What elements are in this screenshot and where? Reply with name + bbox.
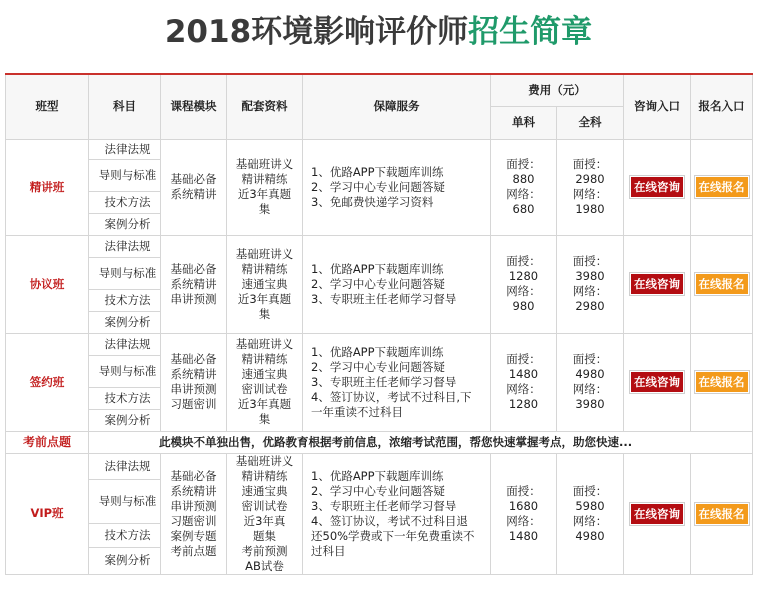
material-cell-line: 基础班讲义 <box>235 453 294 468</box>
fee-single-cell-line: 880 <box>512 172 535 186</box>
module-cell-line: 系统精讲 <box>170 367 217 381</box>
subject-cell: 技术方法 <box>89 387 161 409</box>
subject-cell: 案例分析 <box>89 213 161 235</box>
module-cell-line: 串讲预测 <box>170 498 217 513</box>
header-subject: 科目 <box>89 74 161 139</box>
fee-all-cell-line: 网络： <box>572 513 608 528</box>
fee-all-cell-line: 3980 <box>575 269 605 283</box>
subject-cell: 法律法规 <box>89 235 161 257</box>
enroll-button[interactable]: 在线报名 <box>695 176 749 198</box>
module-cell-line: 系统精讲 <box>170 276 217 291</box>
header-row-1 <box>6 74 753 106</box>
material-cell-line: 速通宝典 <box>241 367 288 381</box>
module-cell <box>161 333 227 431</box>
module-cell-line: 习题密训 <box>170 513 217 528</box>
fee-single-cell-line: 1280 <box>508 269 539 283</box>
enroll-button[interactable]: 在线报名 <box>695 273 749 295</box>
consult-cell <box>624 333 691 431</box>
module-cell-line: 考前点题 <box>170 543 217 558</box>
header-service: 保障服务 <box>303 74 491 139</box>
service-cell-line: 1、优路APP下载题库训练 <box>311 344 444 359</box>
material-cell-line: 集 <box>258 306 271 321</box>
service-cell-line: 1、优路APP下载题库训练 <box>311 164 444 179</box>
fee-all-cell-line: 面授： <box>572 352 608 366</box>
fee-single-cell-line: 网络： <box>506 187 541 201</box>
consult-cell <box>624 139 691 235</box>
fee-all-cell-line: 网络： <box>572 187 608 201</box>
enroll-button[interactable]: 在线报名 <box>695 503 749 525</box>
header-class: 班型 <box>6 74 89 139</box>
special-row <box>6 431 753 453</box>
module-cell-line: 案例专题 <box>170 528 217 543</box>
fee-all-cell <box>557 235 624 333</box>
material-cell-line: AB试卷 <box>245 558 284 573</box>
material-cell-line: 近3年真 <box>243 513 286 528</box>
fee-all-cell-line: 面授： <box>572 157 608 171</box>
fee-all-cell-line: 2980 <box>575 299 605 313</box>
consult-button[interactable]: 在线咨询 <box>630 273 684 295</box>
service-cell <box>303 453 491 574</box>
fee-single-cell <box>491 453 557 574</box>
service-cell-line: 2、学习中心专业问题答疑 <box>311 276 445 291</box>
title-highlight: 招生简章 <box>468 14 593 50</box>
service-cell-line: 3、专职班主任老师学习督导 <box>311 498 457 513</box>
service-cell-line: 3、专职班主任老师学习督导 <box>311 291 457 306</box>
service-cell <box>303 333 491 431</box>
module-cell-line: 基础必备 <box>170 468 217 483</box>
material-cell <box>227 139 303 235</box>
header-enroll: 报名入口 <box>691 74 753 139</box>
table-row <box>6 453 753 479</box>
fee-all-cell-line: 面授： <box>572 254 608 268</box>
enroll-cell <box>691 333 753 431</box>
fee-single-cell <box>491 333 557 431</box>
header-material: 配套资料 <box>227 74 303 139</box>
module-cell <box>161 235 227 333</box>
service-cell-line: 1、优路APP下载题库训练 <box>311 468 444 483</box>
material-cell-line: 精讲精练 <box>241 352 288 366</box>
fee-all-cell <box>557 453 624 574</box>
consult-cell <box>624 453 691 574</box>
module-cell-line: 系统精讲 <box>170 187 217 201</box>
fee-all-cell-line: 1980 <box>575 202 605 216</box>
fee-single-cell-line: 1480 <box>508 528 539 543</box>
module-cell-line: 串讲预测 <box>170 382 217 396</box>
subject-cell: 技术方法 <box>89 524 161 548</box>
material-cell-line: 精讲精练 <box>241 172 288 186</box>
header-consult: 咨询入口 <box>624 74 691 139</box>
module-cell-line: 基础必备 <box>170 172 217 186</box>
fee-single-cell-line: 网络： <box>506 284 541 298</box>
module-cell-line: 基础必备 <box>170 352 217 366</box>
service-cell-line: 1、优路APP下载题库训练 <box>311 261 444 276</box>
fee-single-cell-line: 网络： <box>506 382 541 396</box>
table-row <box>6 235 753 257</box>
consult-button[interactable]: 在线咨询 <box>630 503 684 525</box>
fee-single-cell-line: 1680 <box>508 498 539 513</box>
page-title <box>0 0 757 68</box>
fee-single-cell-line: 面授： <box>506 352 541 366</box>
service-cell-line: 一年重读不过科目 <box>311 404 403 419</box>
module-cell <box>161 139 227 235</box>
fee-all-cell <box>557 139 624 235</box>
subject-cell: 案例分析 <box>89 548 161 574</box>
class-name: 精讲班 <box>6 139 89 235</box>
subject-cell: 导则与标准 <box>89 159 161 191</box>
service-cell-line: 2、学习中心专业问题答疑 <box>311 483 445 498</box>
material-cell-line: 密训试卷 <box>241 498 288 513</box>
consult-button[interactable]: 在线咨询 <box>630 371 684 393</box>
subject-cell: 技术方法 <box>89 289 161 311</box>
header-module: 课程模块 <box>161 74 227 139</box>
subject-cell: 法律法规 <box>89 139 161 159</box>
fee-all-cell-line: 面授： <box>572 483 608 498</box>
subject-cell: 案例分析 <box>89 409 161 431</box>
class-name: 签约班 <box>6 333 89 431</box>
module-cell-line: 系统精讲 <box>170 483 217 498</box>
header-all: 全科 <box>557 106 624 139</box>
material-cell-line: 密训试卷 <box>241 382 288 396</box>
service-cell-line: 还50%学费或下一年免费重读不 <box>311 528 475 543</box>
special-notice: 此模块不单独出售，优路教育根据考前信息，浓缩考试范围，帮您快速掌握考点，助您快速... <box>89 431 753 453</box>
fee-single-cell-line: 面授： <box>506 254 541 268</box>
subject-cell: 案例分析 <box>89 311 161 333</box>
subject-cell: 导则与标准 <box>89 355 161 387</box>
fee-single-cell-line: 680 <box>512 202 535 216</box>
table-row <box>6 139 753 159</box>
material-cell <box>227 453 303 574</box>
material-cell-line: 近3年真题 <box>237 187 292 201</box>
material-cell-line: 基础班讲义 <box>235 246 294 261</box>
material-cell-line: 近3年真题 <box>237 397 292 411</box>
service-cell-line: 2、学习中心专业问题答疑 <box>311 359 445 374</box>
fee-all-cell-line: 网络： <box>572 382 608 396</box>
material-cell <box>227 235 303 333</box>
material-cell <box>227 333 303 431</box>
fee-all-cell-line: 网络： <box>572 284 608 298</box>
consult-button[interactable]: 在线咨询 <box>630 176 684 198</box>
fee-all-cell-line: 4980 <box>575 367 605 381</box>
fee-single-cell-line: 面授： <box>506 157 541 171</box>
header-single: 单科 <box>491 106 557 139</box>
material-cell-line: 速通宝典 <box>241 483 288 498</box>
service-cell-line: 4、签订协议，考试不过科目,下 <box>311 389 472 404</box>
module-cell-line: 习题密训 <box>170 397 217 411</box>
service-cell <box>303 235 491 333</box>
service-cell-line: 3、免邮费快递学习资料 <box>311 194 434 209</box>
module-cell-line: 基础必备 <box>170 261 217 276</box>
subject-cell: 法律法规 <box>89 453 161 479</box>
subject-cell: 技术方法 <box>89 191 161 213</box>
service-cell-line: 4、签订协议，考试不过科目退 <box>311 513 468 528</box>
subject-cell: 法律法规 <box>89 333 161 355</box>
header-fee: 费用（元） <box>491 74 624 106</box>
material-cell-line: 基础班讲义 <box>235 337 294 351</box>
fee-single-cell <box>491 235 557 333</box>
special-name: 考前点题 <box>6 431 89 453</box>
fee-single-cell-line: 面授： <box>506 483 541 498</box>
fee-single-cell-line: 980 <box>512 299 535 313</box>
fee-single-cell-line: 1480 <box>508 367 539 381</box>
service-cell-line: 3、专职班主任老师学习督导 <box>311 374 457 389</box>
module-cell <box>161 453 227 574</box>
material-cell-line: 集 <box>258 202 271 216</box>
fee-all-cell-line: 4980 <box>575 528 605 543</box>
fee-all-cell-line: 2980 <box>575 172 605 186</box>
service-cell-line: 2、学习中心专业问题答疑 <box>311 179 445 194</box>
fee-all-cell-line: 5980 <box>575 498 605 513</box>
fee-single-cell <box>491 139 557 235</box>
material-cell-line: 基础班讲义 <box>235 157 294 171</box>
module-cell-line: 串讲预测 <box>170 291 217 306</box>
enroll-cell <box>691 139 753 235</box>
fee-single-cell-line: 1280 <box>508 397 539 411</box>
fee-single-cell-line: 网络： <box>506 513 541 528</box>
consult-cell <box>624 235 691 333</box>
material-cell-line: 精讲精练 <box>241 468 288 483</box>
enroll-button[interactable]: 在线报名 <box>695 371 749 393</box>
service-cell <box>303 139 491 235</box>
class-name: VIP班 <box>6 453 89 574</box>
class-name: 协议班 <box>6 235 89 333</box>
material-cell-line: 精讲精练 <box>241 261 288 276</box>
material-cell-line: 速通宝典 <box>241 276 288 291</box>
material-cell-line: 考前预测 <box>241 543 288 558</box>
subject-cell: 导则与标准 <box>89 257 161 289</box>
material-cell-line: 题集 <box>253 528 276 543</box>
service-cell-line: 过科目 <box>311 543 346 558</box>
enroll-cell <box>691 235 753 333</box>
table-row <box>6 333 753 355</box>
subject-cell: 导则与标准 <box>89 479 161 523</box>
material-cell-line: 集 <box>258 412 271 426</box>
material-cell-line: 近3年真题 <box>237 291 292 306</box>
fee-all-cell-line: 3980 <box>575 397 605 411</box>
title-main: 2018环境影响评价师 <box>164 14 469 50</box>
enroll-cell <box>691 453 753 574</box>
fee-all-cell <box>557 333 624 431</box>
enrollment-table <box>5 73 753 575</box>
